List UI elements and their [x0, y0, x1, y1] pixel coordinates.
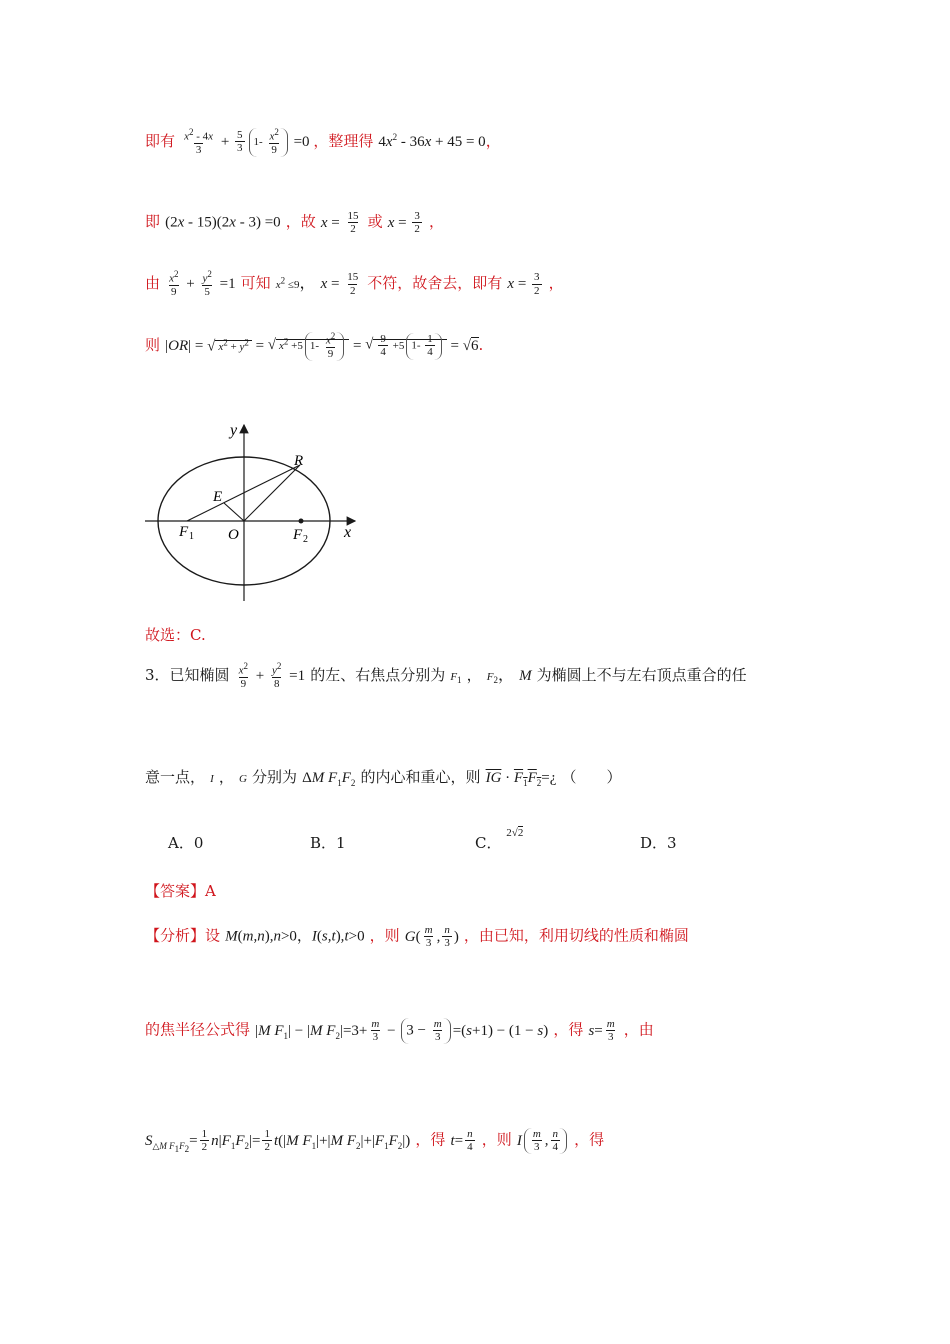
solution-line-4: 则 |OR| = √ $x^2 + y^2$ = √ $x^2 +5$ 1- $\frac{x^2}{9}$ = √ $\frac{9}{4}$ +5 1- $\frac{1}{4}$ = √6.: [145, 331, 484, 360]
text-span: ，得: [574, 1130, 605, 1149]
label-R: R: [294, 453, 304, 469]
equation: M: [519, 668, 532, 684]
text-span: 的焦半径公式得: [145, 1020, 251, 1039]
equation: $F_1$: [450, 671, 462, 686]
text-span: ，由已知，利用切线的性质和椭圆: [463, 926, 689, 945]
choice-line: 故选：C.: [145, 626, 206, 644]
option-c[interactable]: [475, 827, 524, 853]
text-span: ，得: [415, 1130, 446, 1149]
equation: G( $\frac{m}{3}$ , $\frac{n}{3}$ ): [404, 924, 459, 950]
option-a[interactable]: A．0: [168, 834, 204, 852]
equation: s= $\frac{m}{3}$: [588, 1018, 615, 1044]
equation: (2x - 15)(2x - 3) =0: [165, 214, 281, 231]
text-span: 为椭圆上不与左右顶点重合的任: [536, 666, 747, 684]
text-span: 可知: [240, 274, 271, 292]
option-d[interactable]: D．3: [640, 834, 677, 852]
label-y: y: [230, 422, 238, 439]
text-span: ，得: [553, 1020, 584, 1039]
equation: M(m,n),n>0，I(s,t),t>0: [225, 928, 365, 945]
text-span: ，: [218, 768, 234, 786]
label-F2-sub: 2: [303, 534, 308, 545]
equation: x = $\frac{15}{2}$: [320, 271, 359, 297]
equation: I $\frac{m}{3}$ , $\frac{n}{4}$: [517, 1133, 569, 1149]
label-F1: F: [179, 524, 189, 540]
text-span: ，由: [623, 1020, 654, 1039]
solution-line-1: 即有 $\frac{x^2 - 4x}{3}$ + $\frac{5}{3}$ 1- $\frac{x^2}{9}$ =0 ，整理得 $4x^2 - 36x + 45 = 0$，: [145, 127, 501, 156]
question-3-line-2: [145, 766, 622, 788]
label-E: E: [213, 489, 223, 505]
label-O: O: [228, 527, 239, 543]
equation: x = $\frac{15}{2}$: [320, 210, 359, 236]
solution-line-2: [145, 210, 444, 236]
text-span: 意一点，: [145, 768, 206, 786]
text-span: 【分析】设: [145, 926, 221, 945]
option-b[interactable]: B．1: [310, 834, 346, 852]
equation: 2√2: [506, 827, 524, 839]
equation: $\frac{x^2}{9}$ + $\frac{y^2}{5}$ =1: [169, 269, 236, 298]
label-F1-sub: 1: [189, 531, 194, 542]
equation: G: [238, 773, 247, 785]
equation: $S_{\triangle M F_1F_2}=$ $\frac{1}{2}$ $n|F_1F_2|=$ $\frac{1}{2}$ t(|M $F_1|+|M$ $F_2|+|F_1F_2|$): [145, 1128, 411, 1154]
text-span: 分别为: [252, 768, 298, 786]
answer-line: 【答案】A: [145, 882, 216, 900]
question-3-line-1: 3．已知椭圆 $\frac{x^2}{9}$ + $\frac{y^2}{8}$ =1 的左、右焦点分别为 $F_1$ ， $F_2$， M 为椭圆上不与左右顶点重合的任: [145, 661, 747, 690]
text-span: ，: [466, 666, 482, 684]
equation: x = $\frac{3}{2}$: [387, 210, 420, 236]
text-span: ，则: [369, 926, 400, 945]
text-span: ，则: [481, 1130, 512, 1149]
text-span: 由: [145, 274, 161, 292]
text-span: ，整理得: [313, 131, 374, 150]
equation: x = $\frac{3}{2}$: [507, 271, 540, 297]
label-x: x: [344, 524, 352, 541]
equation: $4x^2 - 36x + 45 = 0$: [378, 131, 486, 150]
segment-OR: [244, 465, 300, 521]
equation: $\overline{IG}$ · $F_1F_2=¿$: [485, 770, 557, 788]
segment-OE: [224, 503, 244, 521]
text-span: ，: [548, 274, 564, 292]
equation: |M $F_1| - |M$ $F_2|=3+$ $\frac{m}{3}$ − 3 − $\frac{m}{3}$ =(s+1) − (1 − s): [255, 1018, 549, 1044]
analysis-line-1: [145, 924, 689, 950]
equation: ΔM $F_1F_2$: [302, 770, 356, 788]
equation: I: [210, 773, 214, 785]
text-span: ，故: [285, 212, 316, 231]
solution-line-3: 由 $\frac{x^2}{9}$ + $\frac{y^2}{5}$ =1 可知 $x^2 \le 9$， x = $\frac{15}{2}$ 不符，故舍去，即有 x = $\frac{3}{2}$ ，: [145, 269, 564, 298]
text-span: 或: [367, 212, 383, 231]
equation: $\frac{x^2 - 4x}{3}$ + $\frac{5}{3}$ 1- $\frac{x^2}{9}$ =0: [184, 127, 314, 156]
option-c-label: C．: [475, 834, 502, 852]
text-span: 不符，故舍去，即有: [367, 274, 503, 292]
text-span: （ ）: [561, 768, 622, 786]
equation: |OR| = √ $x^2 + y^2$ = √ $x^2 +5$ 1- $\frac{x^2}{9}$ = √ $\frac{9}{4}$ +5 1- $\frac{1}{4}$ = √6: [165, 331, 479, 360]
question-number: 3．已知椭圆: [145, 666, 230, 684]
text-span: 则: [145, 335, 161, 354]
text-span: ，: [428, 212, 444, 231]
analysis-line-3: [145, 1128, 604, 1154]
equation: t= $\frac{n}{4}$: [450, 1128, 473, 1154]
label-F2: F: [293, 527, 303, 543]
text-span: 的内心和重心，则: [360, 768, 481, 786]
equation: $x^2 \le 9$: [275, 275, 300, 291]
equation: $\frac{x^2}{9}$ + $\frac{y^2}{8}$ =1: [238, 661, 306, 690]
ellipse-figure: [140, 415, 370, 605]
analysis-line-2: [145, 1018, 654, 1044]
text-span: 的左、右焦点分别为: [310, 666, 446, 684]
text-span: 即: [145, 212, 161, 231]
point-F2: [299, 519, 304, 524]
equation: $F_2$: [486, 671, 498, 686]
text-span: 即有: [145, 131, 176, 150]
